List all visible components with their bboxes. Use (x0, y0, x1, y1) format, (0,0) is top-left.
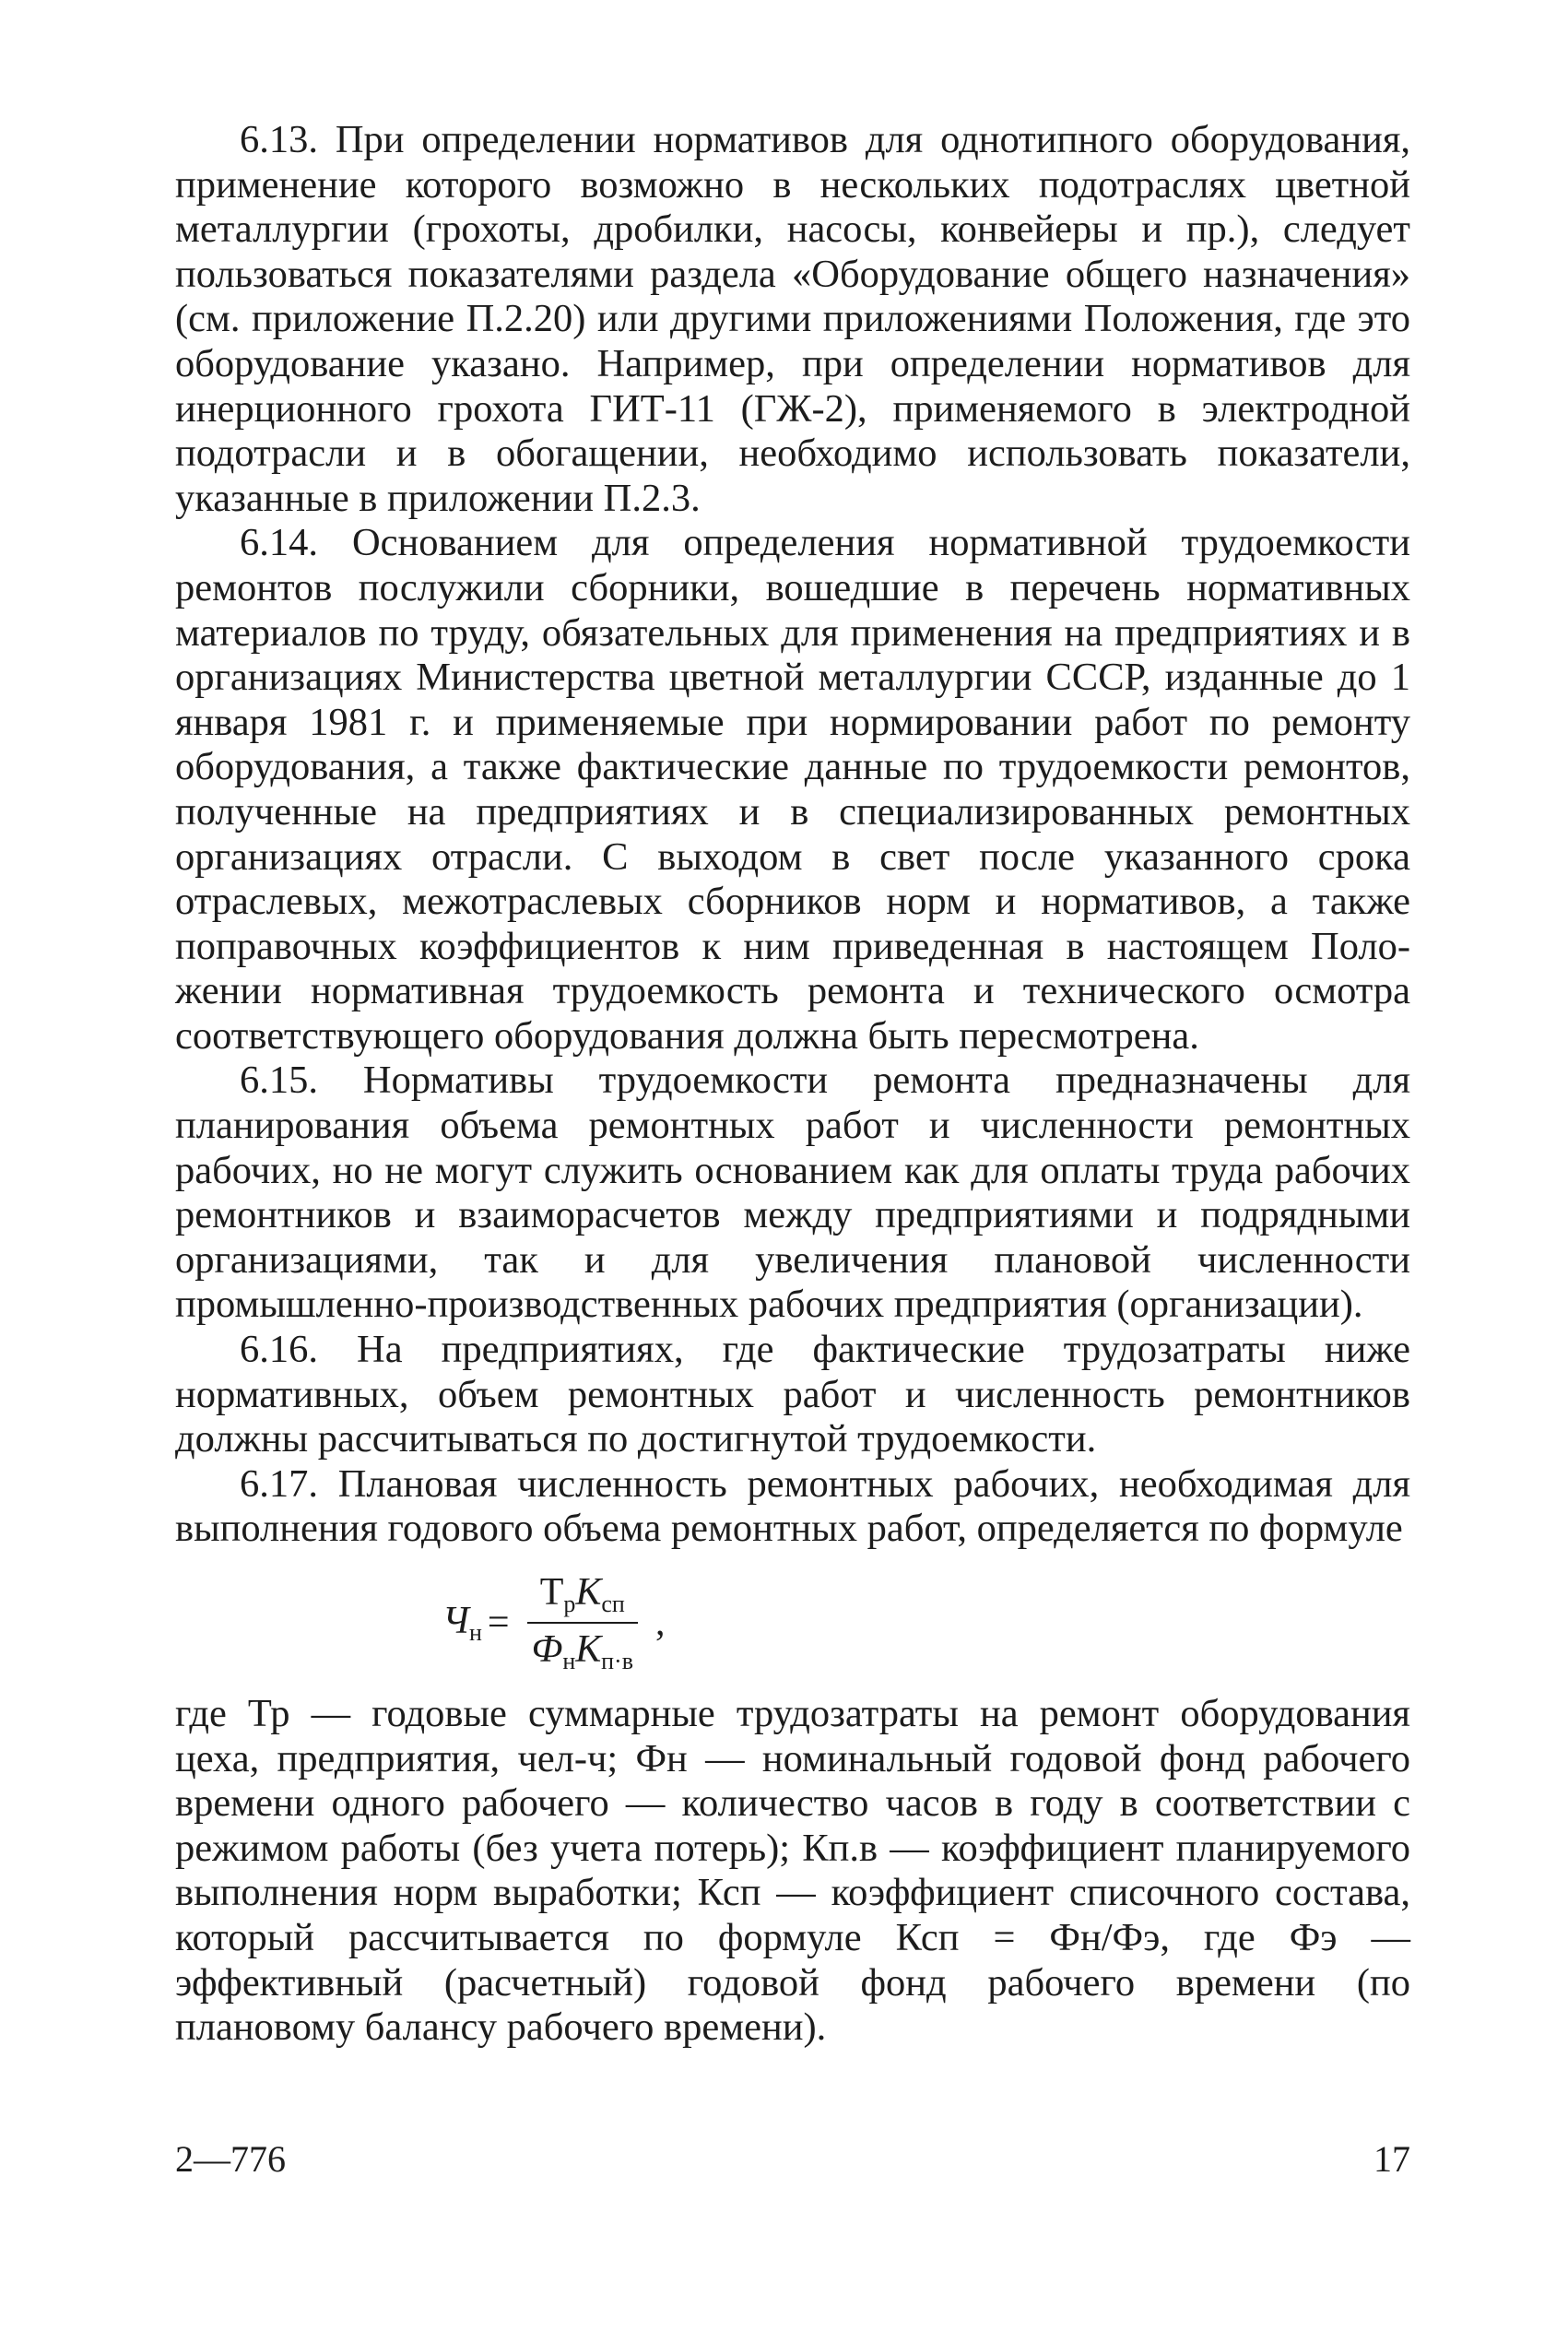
paragraph-6-16: 6.16. На предприятиях, где фактические трудозатраты ниже нормативных, объем ремонтных работ и численность ремонтников должны рассчитываться по достигнутой трудоемкости. (175, 1328, 1410, 1461)
page-number: 17 (1373, 2138, 1410, 2180)
signature-mark: 2—776 (175, 2138, 286, 2180)
paragraph-6-15: 6.15. Нормативы трудоемкости ремонта предназначены для планирования объема ремонтных работ и численности ремонтных рабочих, но не могут служить основанием как для оплаты труда рабочих ремонтников и взаиморасчетов между предприятиями и подрядными организациями, так и для увеличения плановой численности промышленно-производственных рабочих предприятия (организации). (175, 1059, 1410, 1327)
paragraph-6-17: 6.17. Плановая численность ремонтных рабочих, необходимая для выполнения годового объема ремонтных работ, определяется по формуле (175, 1461, 1410, 1551)
formula-trailing-comma: , (655, 1602, 666, 1644)
formula-workers (442, 1570, 1410, 1675)
document-page (175, 118, 1410, 2051)
formula-definitions: где Тр — годовые суммарные трудозатраты на ремонт оборудования цеха, предприятия, чел-ч; Фн — номинальный годовой фонд рабочего времени одного рабочего — количество часов в году в соответствии с режимом работы (без учета потерь); Кп.в — коэффициент планируемого выполнения норм выработки; Ксп — коэффициент списочного состава, который рассчитывается по формуле Ксп = Фн/Фэ, где Фэ — эффективный (расчетный) годовой фонд рабочего времени (по плановому балансу рабочего времени). (175, 1692, 1410, 2050)
formula-fraction (519, 1570, 646, 1675)
formula-equals: = (487, 1602, 510, 1644)
formula-lhs: $Ч_н$ (442, 1600, 482, 1646)
page-footer (175, 2137, 1410, 2181)
paragraph-6-14: 6.14. Основанием для определения нормативной трудоемкости ремонтов послужили сборники, вошедшие в перечень нормативных материалов по труду, обязательных для применения на предприятиях и в организациях Министерства цветной металлургии СССР, изданные до 1 января 1981 г. и применяемые при нормировании работ по ремонту оборудования, а также фактические данные по трудоемкости ремонтов, полученные на предприятиях и в специализированных ремонтных организациях отрасли. С выходом в свет после указанного срока отраслевых, межотраслевых сборников норм и нормативов, а также поправочных коэффициентов к ним приведенная в настоящем Положении нормативная трудоемкость ремонта и технического осмотра соответствующего оборудования должна быть пересмотрена. (175, 521, 1410, 1058)
paragraph-6-13: 6.13. При определении нормативов для однотипного оборудования, применение которого возможно в нескольких подотраслях цветной металлургии (грохоты, дробилки, насосы, конвейеры и пр.), следует пользоваться показателями раздела «Оборудование общего назначения» (см. приложение П.2.20) или другими приложениями Положения, где это оборудование указано. Например, при определении нормативов для инерционного грохота ГИТ-11 (ГЖ-2), применяемого в электродной подотрасли и в обогащении, необходимо использовать показатели, указанные в приложении П.2.3. (175, 118, 1410, 520)
formula-numerator: $Т_рК_{сп}$ (527, 1570, 638, 1624)
formula-denominator: $Ф_нК_{п\cdot в}$ (531, 1628, 633, 1674)
